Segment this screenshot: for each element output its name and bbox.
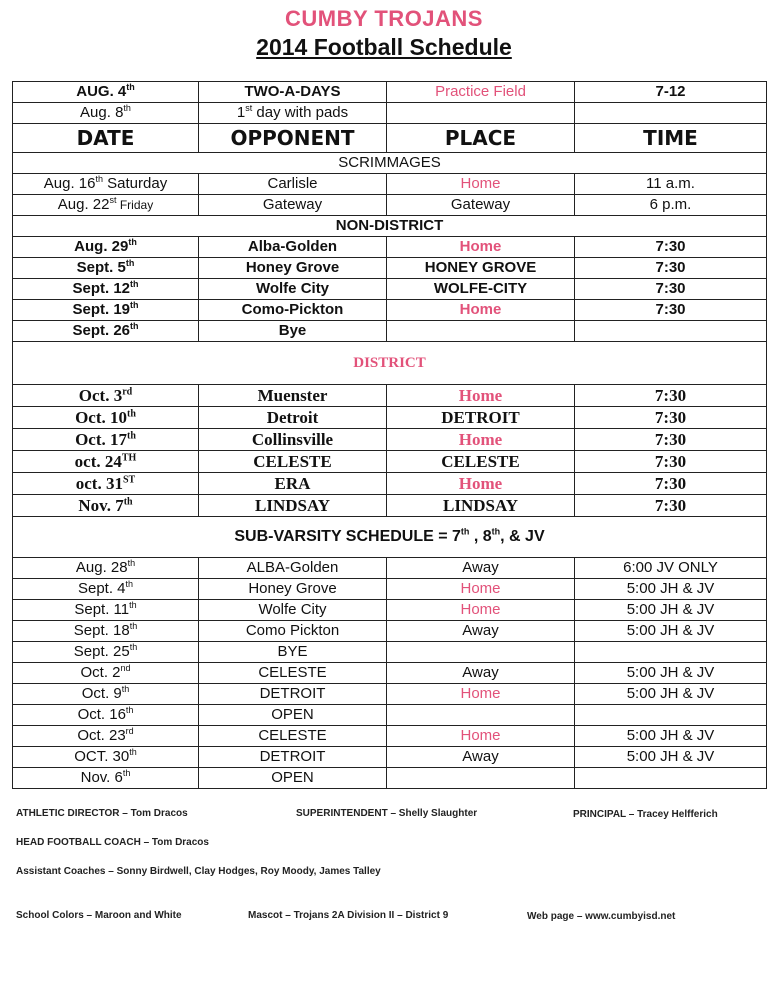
game-place: LINDSAY <box>387 495 575 517</box>
sub-varsity-game-row <box>13 621 767 642</box>
district-game-row <box>13 473 767 495</box>
non-district-label: NON-DISTRICT <box>13 216 767 237</box>
game-date: Nov. 7th <box>13 495 199 517</box>
game-place: Home <box>387 429 575 451</box>
game-place: Home <box>387 600 575 621</box>
game-time: 5:00 JH & JV <box>575 747 767 768</box>
game-date: Oct. 9th <box>13 684 199 705</box>
sub-varsity-label: SUB-VARSITY SCHEDULE = 7th , 8th, & JV <box>13 517 767 558</box>
column-header-row <box>13 124 767 153</box>
column-header-place: PLACE <box>387 124 575 153</box>
game-place <box>387 321 575 342</box>
scrimmages-row <box>13 153 767 174</box>
district-game-row <box>13 451 767 473</box>
district-game-row <box>13 407 767 429</box>
scrimmages-label: SCRIMMAGES <box>13 153 767 174</box>
game-time: 6 p.m. <box>575 195 767 216</box>
game-opponent: Como Pickton <box>199 621 387 642</box>
game-opponent: DETROIT <box>199 747 387 768</box>
column-header-opponent: OPPONENT <box>199 124 387 153</box>
school-colors: School Colors – Maroon and White <box>16 910 182 921</box>
game-date: Oct. 17th <box>13 429 199 451</box>
game-place <box>387 705 575 726</box>
district-game-row <box>13 385 767 407</box>
game-place: Home <box>387 174 575 195</box>
game-date: Oct. 23rd <box>13 726 199 747</box>
mascot-division: Mascot – Trojans 2A Division II – District 9 <box>248 910 449 921</box>
game-opponent: Como-Pickton <box>199 300 387 321</box>
practice-time <box>575 103 767 124</box>
game-opponent: Wolfe City <box>199 600 387 621</box>
game-time <box>575 642 767 663</box>
assistant-coaches: Assistant Coaches – Sonny Birdwell, Clay Hodges, Roy Moody, James Talley <box>16 866 381 877</box>
non-district-game-row <box>13 321 767 342</box>
practice-date: Aug. 8th <box>13 103 199 124</box>
game-opponent: DETROIT <box>199 684 387 705</box>
school-title: CUMBY TROJANS <box>284 6 483 31</box>
game-time <box>575 321 767 342</box>
game-opponent: Wolfe City <box>199 279 387 300</box>
sub-varsity-game-row <box>13 684 767 705</box>
principal: PRINCIPAL – Tracey Helfferich <box>573 809 718 820</box>
schedule-table <box>12 81 767 789</box>
practice-time: 7-12 <box>575 82 767 103</box>
practice-place <box>387 103 575 124</box>
game-date: Oct. 3rd <box>13 385 199 407</box>
game-place: HONEY GROVE <box>387 258 575 279</box>
game-time: 11 a.m. <box>575 174 767 195</box>
non-district-row <box>13 216 767 237</box>
sub-varsity-game-row <box>13 558 767 579</box>
head-coach: HEAD FOOTBALL COACH – Tom Dracos <box>16 837 209 848</box>
sub-varsity-game-row <box>13 663 767 684</box>
schedule-title: 2014 Football Schedule <box>256 34 512 60</box>
game-place <box>387 642 575 663</box>
practice-activity: 1st day with pads <box>199 103 387 124</box>
game-opponent: ALBA-Golden <box>199 558 387 579</box>
game-opponent: CELESTE <box>199 663 387 684</box>
superintendent: SUPERINTENDENT – Shelly Slaughter <box>296 808 478 819</box>
game-time: 7:30 <box>575 451 767 473</box>
game-opponent: BYE <box>199 642 387 663</box>
game-place: Home <box>387 473 575 495</box>
game-place: WOLFE-CITY <box>387 279 575 300</box>
sub-varsity-game-row <box>13 600 767 621</box>
game-time: 5:00 JH & JV <box>575 621 767 642</box>
game-opponent: Muenster <box>199 385 387 407</box>
column-header-time: TIME <box>575 124 767 153</box>
game-time: 7:30 <box>575 429 767 451</box>
game-time: 7:30 <box>575 279 767 300</box>
sub-varsity-game-row <box>13 579 767 600</box>
game-place: Away <box>387 747 575 768</box>
game-time <box>575 705 767 726</box>
sub-varsity-game-row <box>13 642 767 663</box>
game-time: 7:30 <box>575 300 767 321</box>
athletic-director: ATHLETIC DIRECTOR – Tom Dracos <box>16 808 188 819</box>
game-place: Home <box>387 237 575 258</box>
district-label: DISTRICT <box>13 342 767 385</box>
game-date: Sept. 11th <box>13 600 199 621</box>
game-time: 5:00 JH & JV <box>575 684 767 705</box>
non-district-game-row <box>13 279 767 300</box>
game-date: Sept. 12th <box>13 279 199 300</box>
game-date: Oct. 16th <box>13 705 199 726</box>
game-date: Sept. 18th <box>13 621 199 642</box>
game-opponent: CELESTE <box>199 451 387 473</box>
practice-date: AUG. 4th <box>13 82 199 103</box>
game-place <box>387 768 575 789</box>
game-opponent: Honey Grove <box>199 258 387 279</box>
game-opponent: Alba-Golden <box>199 237 387 258</box>
game-place: CELESTE <box>387 451 575 473</box>
non-district-game-row <box>13 258 767 279</box>
game-opponent: Detroit <box>199 407 387 429</box>
game-time: 7:30 <box>575 237 767 258</box>
sub-varsity-game-row <box>13 768 767 789</box>
game-date: Sept. 4th <box>13 579 199 600</box>
game-time: 5:00 JH & JV <box>575 663 767 684</box>
web-page: Web page – www.cumbyisd.net <box>527 911 676 922</box>
scrimmage-game-row <box>13 195 767 216</box>
district-row <box>13 342 767 385</box>
game-time: 5:00 JH & JV <box>575 726 767 747</box>
game-date: Sept. 19th <box>13 300 199 321</box>
sub-varsity-game-row <box>13 726 767 747</box>
game-opponent: OPEN <box>199 768 387 789</box>
practice-row <box>13 82 767 103</box>
game-time <box>575 768 767 789</box>
practice-activity: TWO-A-DAYS <box>199 82 387 103</box>
game-place: Home <box>387 300 575 321</box>
game-opponent: Gateway <box>199 195 387 216</box>
sub-varsity-game-row <box>13 705 767 726</box>
game-place: Away <box>387 558 575 579</box>
game-opponent: Bye <box>199 321 387 342</box>
district-game-row <box>13 495 767 517</box>
game-time: 7:30 <box>575 258 767 279</box>
game-opponent: LINDSAY <box>199 495 387 517</box>
game-place: Gateway <box>387 195 575 216</box>
game-time: 7:30 <box>575 473 767 495</box>
game-date: Oct. 10th <box>13 407 199 429</box>
game-date: oct. 24TH <box>13 451 199 473</box>
game-date: Sept. 5th <box>13 258 199 279</box>
game-date: OCT. 30th <box>13 747 199 768</box>
game-place: Away <box>387 621 575 642</box>
game-date: Nov. 6th <box>13 768 199 789</box>
practice-row <box>13 103 767 124</box>
game-date: Aug. 22st Friday <box>13 195 199 216</box>
game-time: 7:30 <box>575 385 767 407</box>
practice-place: Practice Field <box>387 82 575 103</box>
game-date: Aug. 28th <box>13 558 199 579</box>
game-place: Home <box>387 684 575 705</box>
game-time: 5:00 JH & JV <box>575 600 767 621</box>
game-opponent: ERA <box>199 473 387 495</box>
game-opponent: Collinsville <box>199 429 387 451</box>
game-opponent: Honey Grove <box>199 579 387 600</box>
game-date: Oct. 2nd <box>13 663 199 684</box>
game-place: DETROIT <box>387 407 575 429</box>
game-place: Home <box>387 385 575 407</box>
sub-varsity-game-row <box>13 747 767 768</box>
district-game-row <box>13 429 767 451</box>
scrimmage-game-row <box>13 174 767 195</box>
non-district-game-row <box>13 237 767 258</box>
game-date: oct. 31ST <box>13 473 199 495</box>
sub-varsity-header-row <box>13 517 767 558</box>
game-place: Home <box>387 579 575 600</box>
game-place: Home <box>387 726 575 747</box>
game-date: Sept. 25th <box>13 642 199 663</box>
column-header-date: DATE <box>13 124 199 153</box>
game-date: Sept. 26th <box>13 321 199 342</box>
game-date: Aug. 16th Saturday <box>13 174 199 195</box>
game-opponent: CELESTE <box>199 726 387 747</box>
game-time: 7:30 <box>575 407 767 429</box>
game-opponent: Carlisle <box>199 174 387 195</box>
game-time: 7:30 <box>575 495 767 517</box>
game-place: Away <box>387 663 575 684</box>
game-opponent: OPEN <box>199 705 387 726</box>
game-time: 6:00 JV ONLY <box>575 558 767 579</box>
game-date: Aug. 29th <box>13 237 199 258</box>
non-district-game-row <box>13 300 767 321</box>
game-time: 5:00 JH & JV <box>575 579 767 600</box>
